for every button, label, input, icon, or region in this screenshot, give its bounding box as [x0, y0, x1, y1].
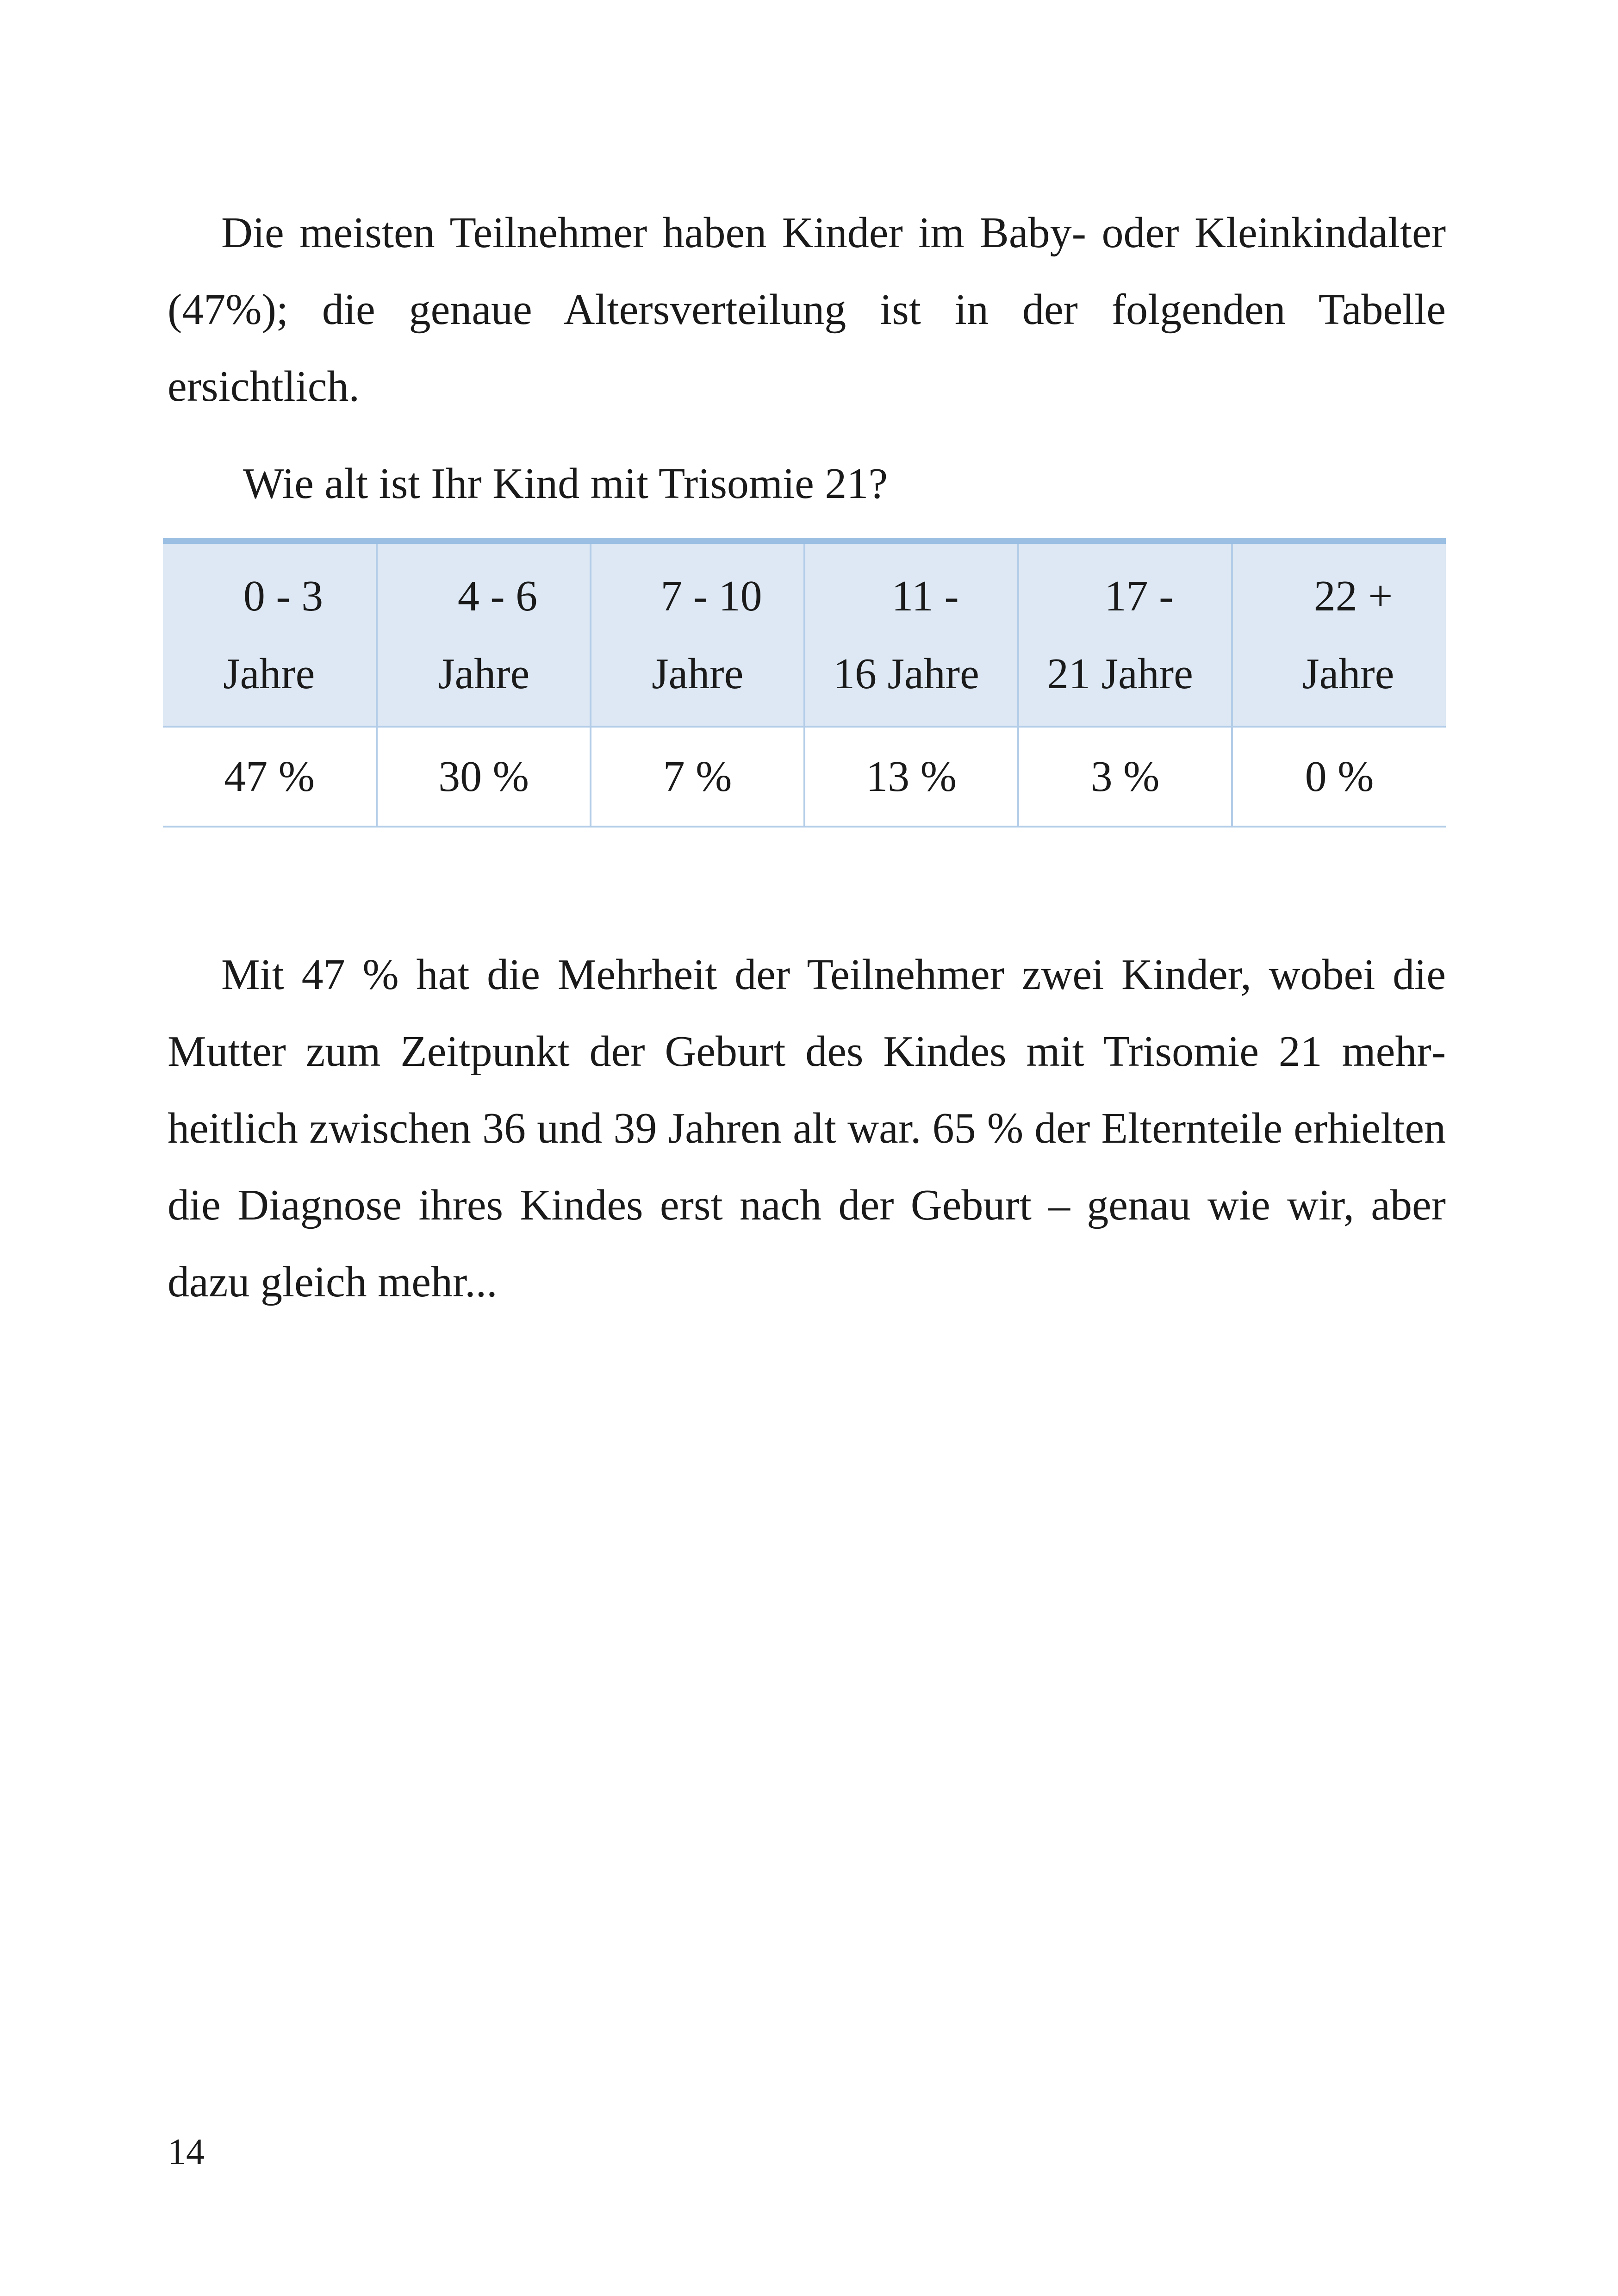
header-line-1: 4 - 6: [457, 572, 538, 620]
table-cell: 0 %: [1232, 727, 1446, 827]
table-cell: 3 %: [1018, 727, 1232, 827]
header-line-2: Jahre: [1302, 649, 1394, 698]
page-number: 14: [168, 2132, 205, 2172]
header-line-2: 21 Jahre: [1047, 649, 1193, 698]
age-distribution-table: [163, 538, 1446, 828]
header-line-2: Jahre: [438, 649, 530, 698]
header-line-1: 17 -: [1104, 572, 1174, 620]
table-cell: 30 %: [377, 727, 591, 827]
header-cell: [1018, 541, 1232, 727]
header-cell: [1232, 541, 1446, 727]
body-paragraph: Mit 47 % hat die Mehrheit der Teilnehmer zwei Kinder, wobei die Mutter zum Zeitpunkt der Geburt des Kindes mit Trisomie 21 mehrheitlich zwischen 36 und 39 Jahren alt war. 65 % der Elternteile erhielten die Diagnose ihres Kindes erst nach der Geburt – genau wie wir, aber dazu gleich mehr...: [168, 951, 1446, 1306]
header-line-1: 0 - 3: [243, 572, 324, 620]
table-cell: 7 %: [591, 727, 804, 827]
header-line-2: Jahre: [223, 649, 315, 698]
table-cell: 13 %: [804, 727, 1018, 827]
intro-paragraph: Die meisten Teilnehmer haben Kinder im Baby- oder Kleinkindalter (47%); die genaue Altersverteilung ist in der folgenden Tabelle ersichtlich.: [168, 209, 1446, 411]
header-line-1: 11 -: [891, 572, 959, 620]
table-row: [163, 727, 1446, 827]
header-cell: [591, 541, 804, 727]
header-cell: [377, 541, 591, 727]
header-line-1: 22 +: [1313, 572, 1393, 620]
header-line-2: Jahre: [652, 649, 744, 698]
header-line-2: 16 Jahre: [833, 649, 979, 698]
table-header-row: [163, 541, 1446, 727]
table-cell: 47 %: [163, 727, 377, 827]
header-cell: [804, 541, 1018, 727]
header-cell: [163, 541, 377, 727]
table-caption: Wie alt ist Ihr Kind mit Trisomie 21?: [243, 460, 888, 508]
header-line-1: 7 - 10: [660, 572, 762, 620]
